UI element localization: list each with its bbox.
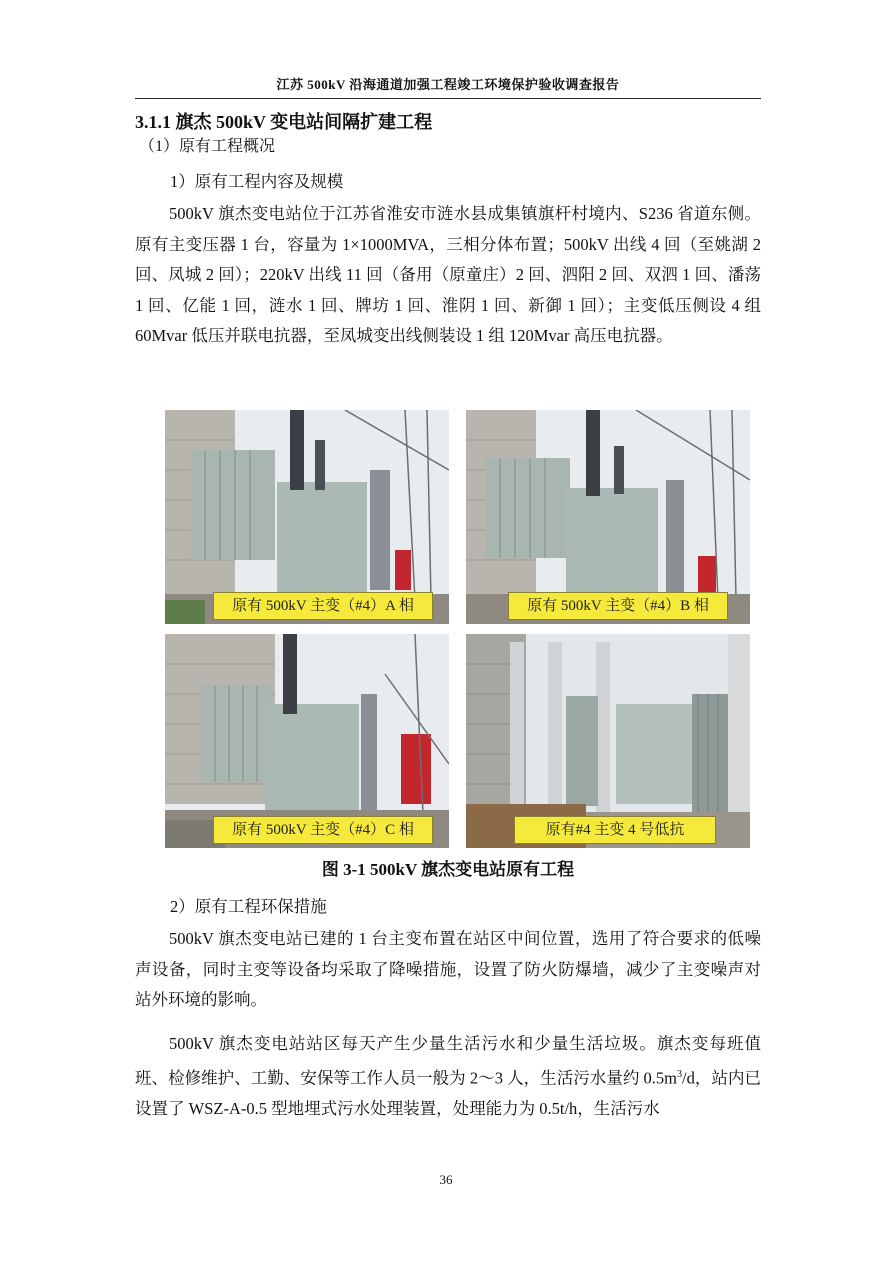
photo-caption-c: 原有 500kV 主变（#4）C 相	[213, 816, 433, 844]
paragraph-sewage	[135, 1029, 761, 1124]
paragraph-sewage-part2: /d，站内已设置了 WSZ-A-0.5 型地埋式污水处理装置，处理能力为 0.5t/h，生活污水	[135, 1068, 761, 1118]
subsection-heading: （1）原有工程概况	[139, 138, 276, 155]
photo-low-voltage-reactor	[466, 634, 750, 848]
figure-caption: 图 3-1 500kV 旗杰变电站原有工程	[321, 860, 575, 879]
photo-transformer-b	[466, 410, 750, 624]
paragraph-sewage-part1: 500kV 旗杰变电站站区每天产生少量生活污水和少量生活垃圾。旗杰变每班值班、检修维护、工勤、安保等工作人员一般为 2～3 人，生活污水量约 0.5m	[135, 1034, 761, 1087]
header-rule	[135, 98, 761, 99]
photo-transformer-c	[165, 634, 449, 848]
paragraph-station-overview: 500kV 旗杰变电站位于江苏省淮安市涟水县成集镇旗杆村境内、S236 省道东侧。原有主变压器 1 台，容量为 1×1000MVA，三相分体布置；500kV 出线 4 回（至姚湖 2 回、凤城 2 回）；220kV 出线 11 回（备用（原童庄）2 回、泗阳 2 回、双泗 1 回、潘荡 1 回、亿能 1 回，涟水 1 回、牌坊 1 回、淮阴 1 回、新御 1 回）；主变低压侧设 4 组 60Mvar 低压并联电抗器，至凤城变出线侧装设 1 组 120Mvar 高压电抗器。	[135, 204, 761, 345]
section-title: 3.1.1 旗杰 500kV 变电站间隔扩建工程	[135, 112, 433, 132]
subsubsection-heading: 1）原有工程内容及规模	[170, 172, 344, 191]
subsubsection-heading: 2）原有工程环保措施	[170, 897, 327, 916]
superscript-cubic: 3	[677, 1068, 683, 1080]
photo-transformer-a	[165, 410, 449, 624]
page-header: 江苏 500kV 沿海通道加强工程竣工环境保护验收调查报告	[276, 77, 620, 92]
page-number: 36	[439, 1172, 453, 1187]
photo-caption-b: 原有 500kV 主变（#4）B 相	[508, 592, 728, 620]
paragraph-environmental-measures: 500kV 旗杰变电站已建的 1 台主变布置在站区中间位置，选用了符合要求的低噪声设备，同时主变等设备均采取了降噪措施，设置了防火防爆墙，减少了主变噪声对站外环境的影响。	[135, 929, 761, 1009]
photo-caption-a: 原有 500kV 主变（#4）A 相	[213, 592, 433, 620]
photo-caption-d: 原有#4 主变 4 号低抗	[514, 816, 716, 844]
